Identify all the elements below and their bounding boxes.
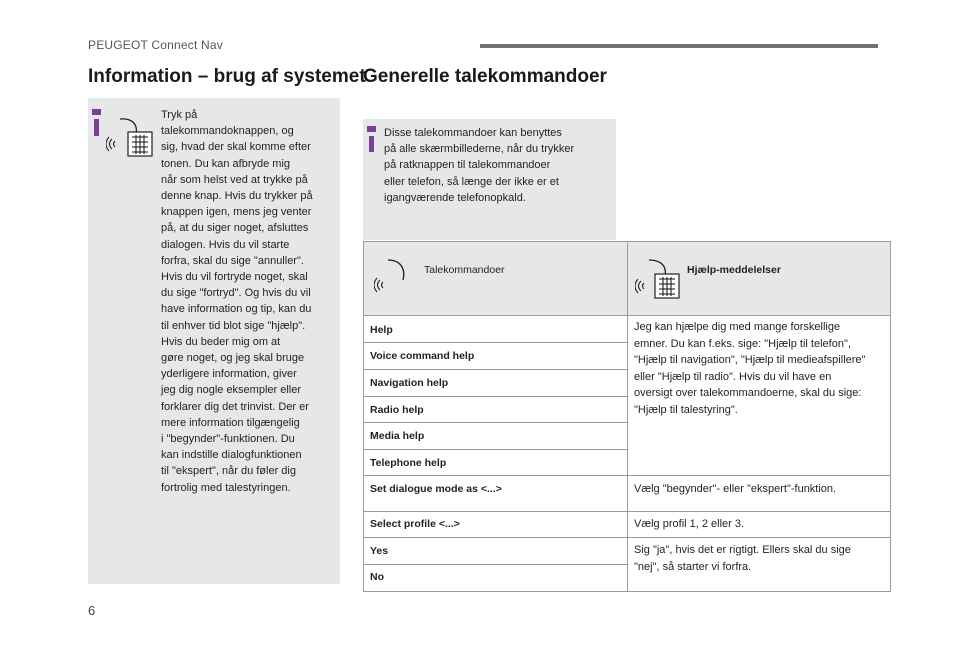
text-line: denne knap. Hvis du trykker på <box>161 190 313 203</box>
command-label: Yes <box>370 545 389 557</box>
text-line: forfra, skal du sige "annuller". <box>161 254 304 267</box>
left-section-title: Information – brug af systemet <box>88 66 366 87</box>
table-row <box>364 370 627 397</box>
text-line: kan indstille dialogfunktionen <box>161 449 302 462</box>
text-line: på ratknappen til talekommandoer <box>384 159 551 172</box>
left-info-text <box>161 107 337 496</box>
text-line: have information og tip, kan du <box>161 303 312 316</box>
command-label: Radio help <box>370 404 424 416</box>
right-section-title: Generelle talekommandoer <box>363 66 607 87</box>
column-divider <box>627 242 628 591</box>
table-row <box>364 538 627 565</box>
voice-commands-table <box>363 241 891 592</box>
text-line: mere information tilgængelig <box>161 416 300 429</box>
text-line: Sig "ja", hvis det er rigtigt. Ellers skal du sige <box>634 544 851 556</box>
text-line: fortrolig med talestyringen. <box>161 481 291 494</box>
voice-command-icon <box>374 256 414 296</box>
text-line: gøre noget, og jeg skal bruge <box>161 352 305 365</box>
text-line: sig, hvad der skal komme efter <box>161 141 311 154</box>
table-row <box>364 316 627 343</box>
command-label: Voice command help <box>370 350 475 362</box>
table-row <box>364 423 627 450</box>
text-line: jeg dig nogle eksempler eller <box>161 384 302 397</box>
text-line: til enhver tid blot sige "hjælp". <box>161 319 306 332</box>
command-label: Navigation help <box>370 377 449 389</box>
text-line: tonen. Du kan afbryde mig <box>161 157 291 170</box>
text-line: når som helst ved at trykke på <box>161 173 308 186</box>
right-info-panel <box>363 119 616 240</box>
voice-command-icon <box>106 114 154 158</box>
info-icon <box>94 119 99 136</box>
command-label: Help <box>370 324 393 336</box>
text-line: forklarer dig det trinvist. Der er <box>161 400 309 413</box>
table-row <box>364 397 627 423</box>
command-label: Select profile <...> <box>370 518 460 530</box>
yes-no-response <box>634 542 890 575</box>
text-line: igangværende telefonopkald. <box>384 191 526 204</box>
left-info-panel <box>88 98 340 584</box>
text-line: eller "Hjælp til radio". Hvis du vil have en <box>634 370 832 383</box>
text-line: på alle skærmbillederne, når du trykker <box>384 143 575 156</box>
table-row <box>364 450 627 476</box>
col-header-commands: Talekommandoer <box>424 264 505 276</box>
text-line: Hvis du beder mig om at <box>161 335 281 348</box>
info-icon <box>369 136 374 152</box>
text-line: Hvis du vil fortryde noget, skal <box>161 271 308 284</box>
text-line: Disse talekommandoer kan benyttes <box>384 127 562 139</box>
text-line: dialogen. Hvis du vil starte <box>161 238 290 251</box>
command-label: Telephone help <box>370 457 447 469</box>
text-line: knappen igen, mens jeg venter <box>161 206 312 219</box>
right-info-text <box>384 125 614 206</box>
text-line: oversigt over talekommandoerne, skal du sige: <box>634 387 862 399</box>
text-line: "nej", så starter vi forfra. <box>634 560 752 573</box>
text-line: eller telefon, så længe der ikke er et <box>384 175 559 188</box>
text-line: emner. Du kan f.eks. sige: "Hjælp til telefon", <box>634 337 851 350</box>
col-header-help: Hjælp-meddelelser <box>687 264 781 276</box>
table-row <box>364 565 627 592</box>
text-line: på, at du siger noget, afsluttes <box>161 222 309 235</box>
text-line: Tryk på <box>161 109 198 121</box>
text-line: Jeg kan hjælpe dig med mange forskellige <box>634 321 841 333</box>
table-row <box>364 343 627 370</box>
header-brand: PEUGEOT Connect Nav <box>88 38 223 52</box>
header-bar <box>480 44 878 48</box>
voice-help-icon <box>635 256 681 302</box>
text-line: "Hjælp til navigation", "Hjælp til medieafspillere" <box>634 354 866 366</box>
command-label: Set dialogue mode as <...> <box>370 483 502 495</box>
text-line: i "begynder"-funktionen. Du <box>161 433 295 446</box>
text-line: talekommandoknappen, og <box>161 125 294 138</box>
help-response <box>634 319 890 418</box>
command-label: No <box>370 571 384 583</box>
text-line: til "ekspert", når du føler dig <box>161 465 296 478</box>
text-line: du sige "fortryd". Og hvis du vil <box>161 287 311 300</box>
text-line: yderligere information, giver <box>161 368 297 381</box>
response-text: Vælg profil 1, 2 eller 3. <box>634 518 745 530</box>
response-text: Vælg "begynder"- eller "ekspert"-funktion. <box>634 483 837 495</box>
page-number: 6 <box>88 603 96 618</box>
command-label: Media help <box>370 430 425 442</box>
text-line: "Hjælp til talestyring". <box>634 403 738 416</box>
